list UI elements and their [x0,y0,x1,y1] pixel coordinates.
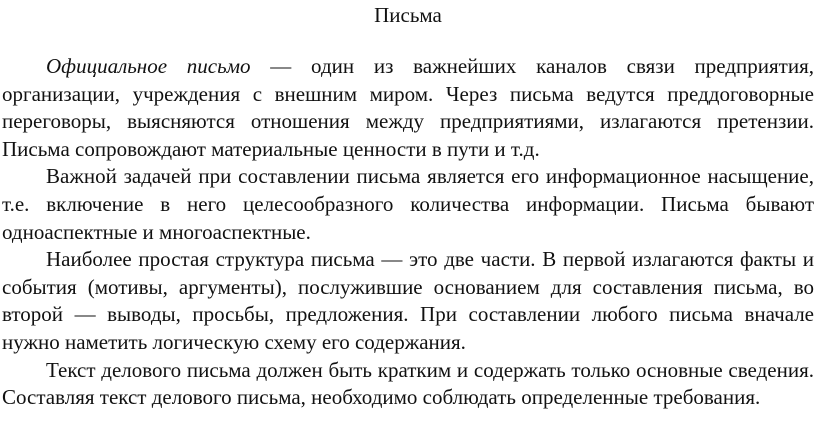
paragraph-1-lead-term: Официальное письмо [46,54,251,78]
document-page [2,0,814,412]
paragraph-4-text: Текст делового письма должен быть кратким и содержать только основные сведения. Составляя текст делового письма, необходимо соблюдать определенные требования. [2,357,814,410]
title-spacer [2,29,814,53]
paragraph-3 [2,246,814,356]
paragraph-1 [2,53,814,163]
paragraph-1-text: — один из важнейших каналов связи предприятия, организации, учреждения с внешним миром. Через письма ведутся преддоговорные переговоры, выясняются отношения между предприятиями, излагаются претензии. Письма сопровождают материальные ценности в пути и т.д. [2,54,814,161]
paragraph-4 [2,357,814,412]
paragraph-3-text: Наиболее простая структура письма — это две части. В первой излагаются факты и события (мотивы, аргументы), послужившие основанием для составления письма, во второй — выводы, просьбы, предложения. При составлении любого письма вначале нужно наметить логическую схему его содержания. [2,247,814,354]
paragraph-2-text: Важной задачей при составлении письма является его информационное насыщение, т.е. включение в него целесообразного количества информации. Письма бывают одноаспектные и многоаспектные. [2,164,814,244]
paragraph-2 [2,163,814,246]
document-title: Письма [374,3,442,27]
